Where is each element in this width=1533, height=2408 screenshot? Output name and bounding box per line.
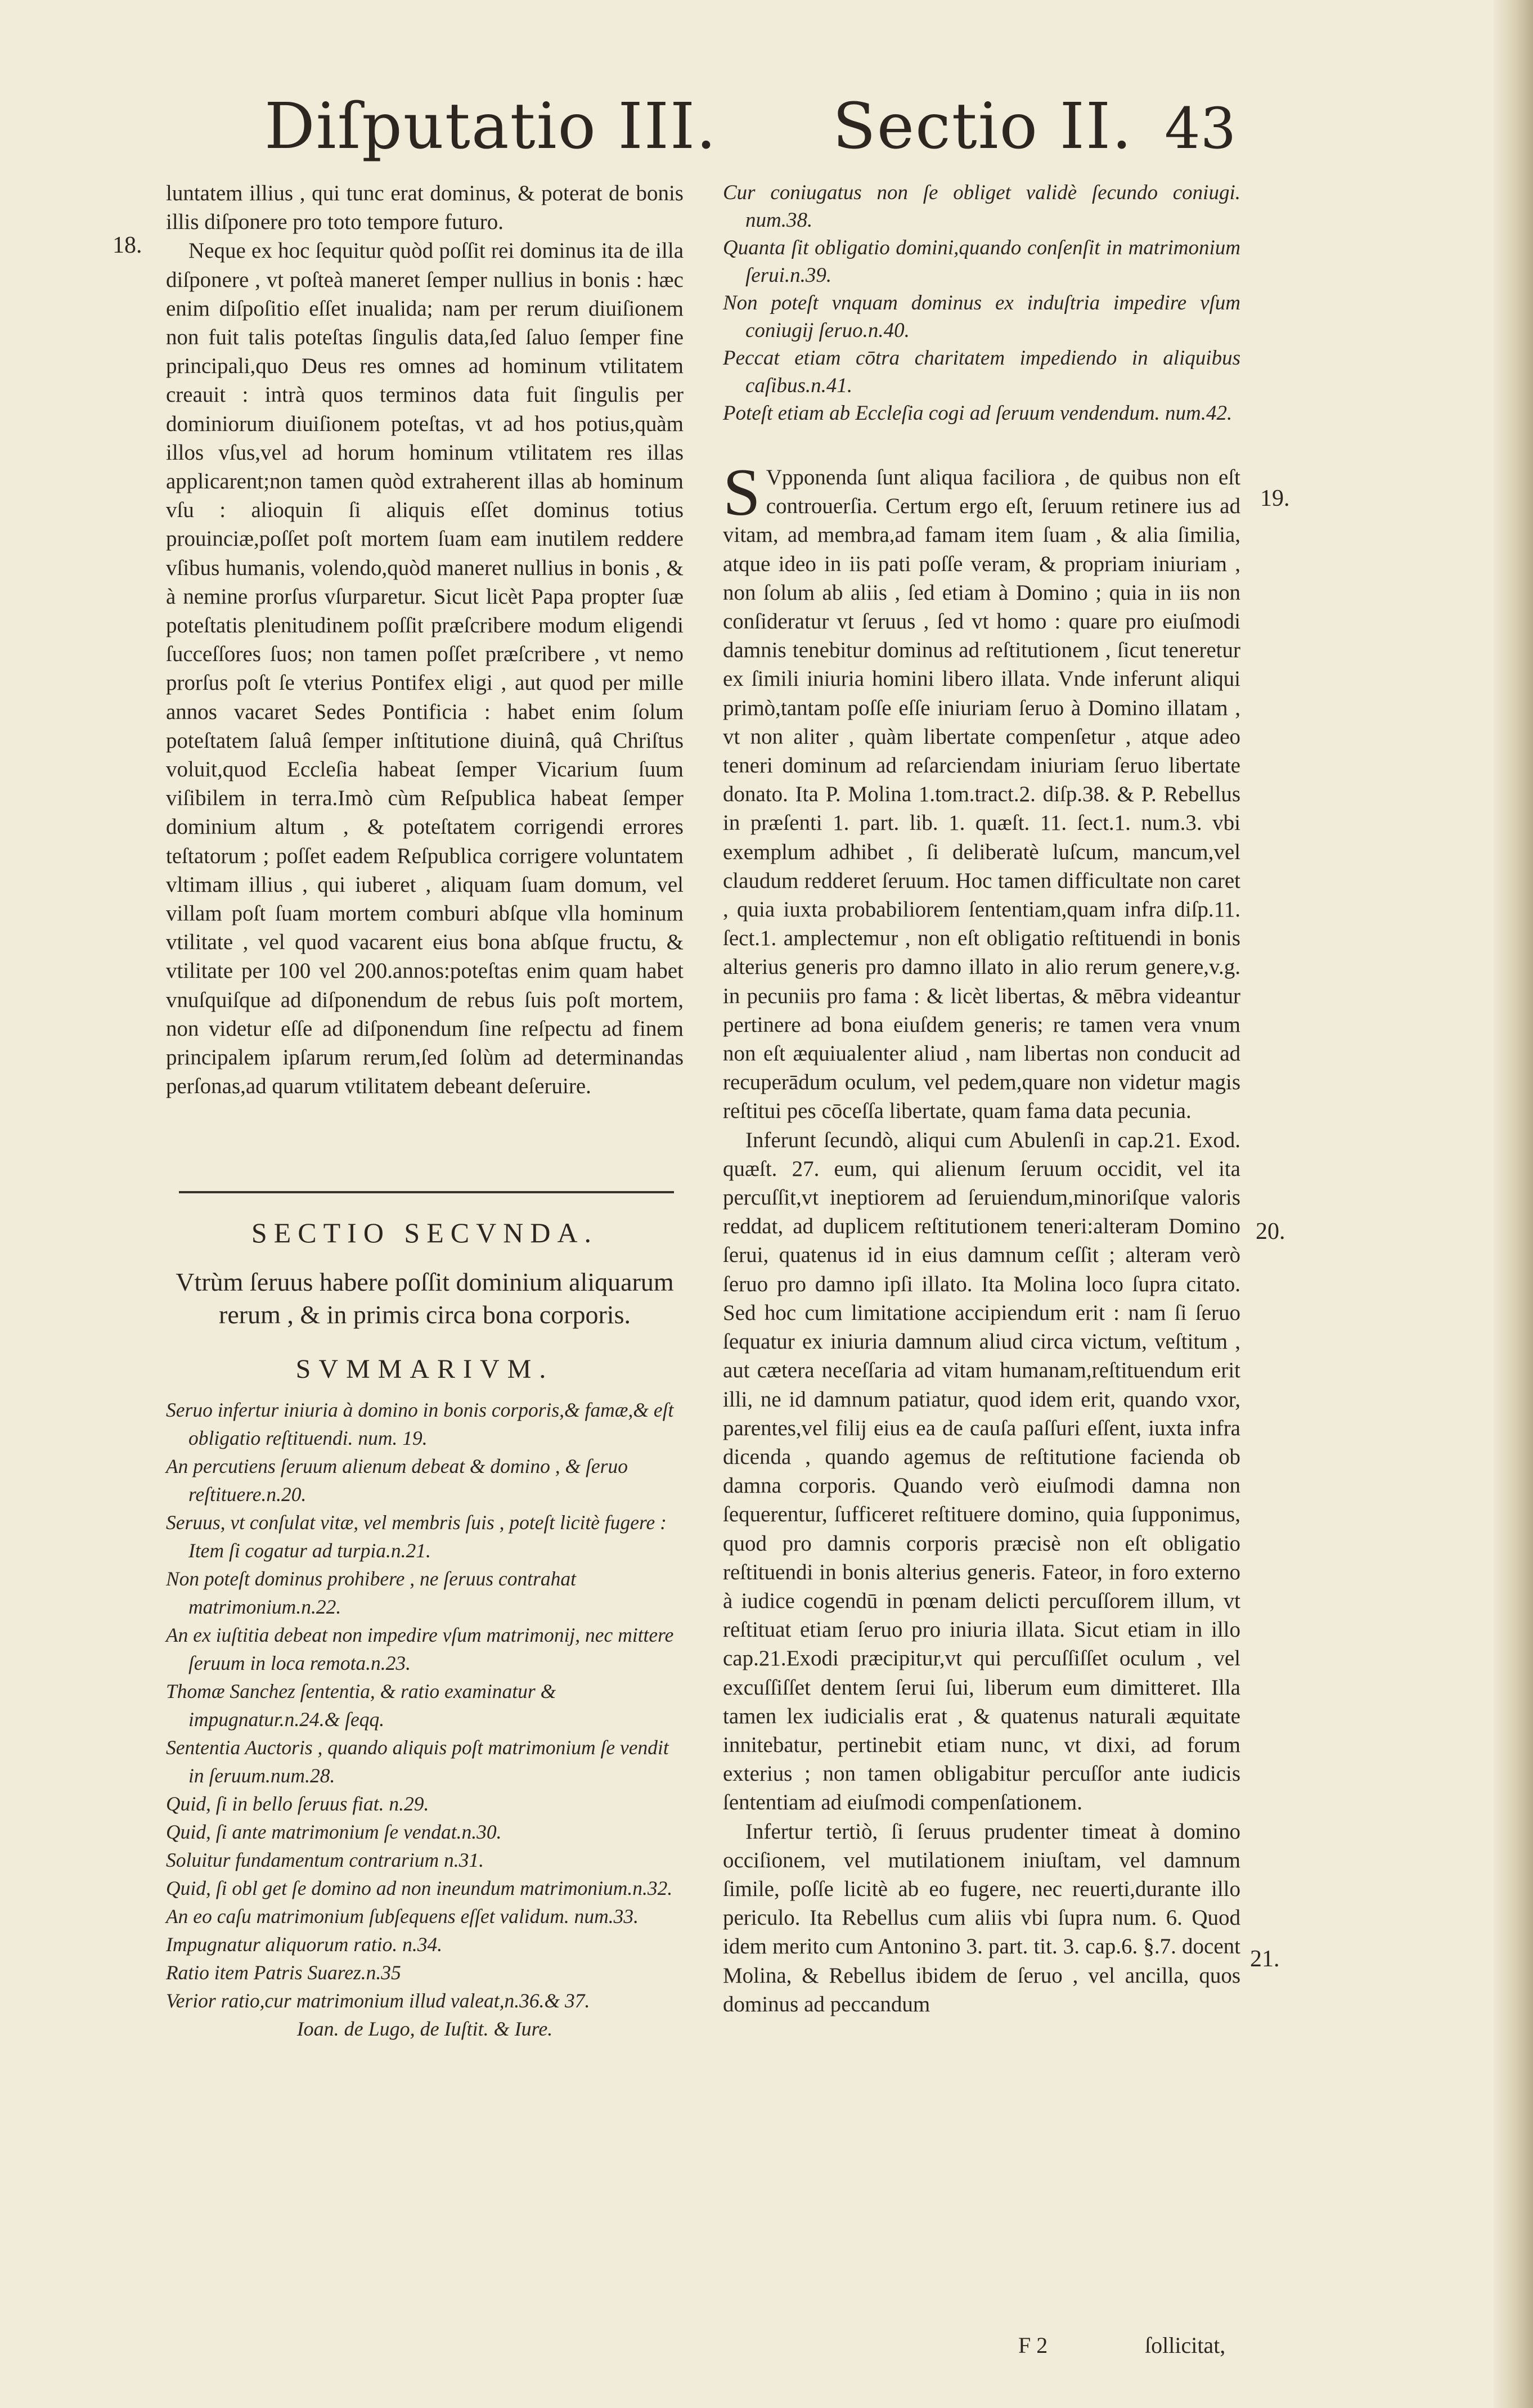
paragraph-19-text: Vpponenda ſunt aliqua faciliora , de quibus non eſt controuerſia. Certum ergo eſt, ſeruum retinere ius ad vitam, ad membra,ad famam item ſuam , & alia ſimilia, atque ideo in iis pati poſſe veram, & propriam iniuriam , non ſolum ab aliis , ſed etiam à Domino ; quia in iis non conſideratur vt ſeruus , ſed vt homo : quare pro eiuſmodi damnis tenebitur dominus ad reſtitutionem , ſicut teneretur ex ſimili iniuria homini libero illata. Vnde inferunt aliqui primò,tantam poſſe eſſe iniuriam ſeruo à Domino illatam , vt non aliter , quàm libertate compenſetur , atque adeo teneri dominum ad reſarciendam iniuriam ſeruo libertate donato. Ita P. Molina 1.tom.tract.2. diſp.38. & P. Rebellus in præſenti 1. part. lib. 1. quæſt. 11. ſect.1. num.3. vbi exemplum adhibet , ſi deliberatè luſcum, mancum,vel claudum redderet ſeruum. Hoc tamen difficultate non caret , quia iuxta probabiliorem ſententiam,quam infra diſp.11. ſect.1. amplectemur , non eſt obligatio reſtituendi in bonis alterius generis pro damno illato in alio rerum genere,v.g. in pecuniis pro fama : & licèt libertas, & mēbra videantur pertinere ad bona eiuſdem generis; re tamen vera vnum non eſt æquiualenter aliud , nam libertas non conducit ad recuperādum oculum, vel pedem,quare non videtur magis reſtitui pes cōceſſa libertate, quam fama data pecunia. (723, 465, 1240, 1124)
summary-item: Quid, ſi obl get ſe domino ad non ineundum matrimonium.n.32. (166, 1877, 673, 1899)
summary-item: Impugnatur aliquorum ratio. n.34. (166, 1933, 443, 1956)
summary-item: Peccat etiam cōtra charitatem impediendo in aliquibus caſibus.n.41. (723, 347, 1240, 397)
right-column (723, 179, 1240, 2019)
summary-item: Seruus, vt conſulat vitæ, vel membris ſuis , poteſt licitè fugere : Item ſi cogatur ad turpia.n.21. (166, 1511, 667, 1562)
summary-item: Soluitur fundamentum contrarium n.31. (166, 1849, 484, 1871)
summary-author-line: Ioan. de Lugo, de Iuſtit. & Iure. (296, 2018, 553, 2040)
summary-gap (723, 427, 1240, 463)
summary-item: Poteſt etiam ab Eccleſia cogi ad ſeruum vendendum. num.42. (723, 402, 1233, 425)
paragraph-21: Infertur tertiò, ſi ſeruus prudenter timeat à domino occiſionem, vel mutilationem iniuſtam, vel damnum ſimile, poſſe licitè ab eo fugere, nec reuerti,durante illo periculo. Ita Rebellus cum aliis vbi ſupra num. 6. Quod idem merito cum Antonino 3. part. tit. 3. cap.6. §.7. docent Molina, & Rebellus ibidem de ſeruo , vel ancilla, quos dominus ad peccandum (723, 1819, 1240, 2016)
margin-number-21: 21. (1250, 1946, 1280, 1972)
paragraph-19 (723, 455, 1240, 1126)
paragraph-18: Neque ex hoc ſequitur quòd poſſit rei dominus ita de illa diſponere , vt poſteà maneret ſemper nullius in bonis : hæc enim diſpoſitio eſſet inualida; nam per rerum diuiſionem non fuit talis poteſtas ſingulis data,ſed ſaluo ſemper fine principali,quo Deus res omnes ad hominum vtilitatem creauit : intrà quos terminos data fuit ſingulis per dominiorum diuiſionem poteſtas, vt ad hos potius,quàm illos vſus,vel ad horum hominum vtilitatem res illas applicarent;non tamen quòd extraherent illas ab hominum vſu : alioquin ſi aliquis eſſet dominus totius prouinciæ,poſſet poſt mortem ſuam eam inutilem reddere vſibus humanis, volendo,quòd maneret nullius in bonis , & à nemine prorſus vſurparetur. Sicut licèt Papa propter ſuæ poteſtatis plenitudinem poſſit præſcribere modum eligendi ſucceſſores ſuos; non tamen poſſet præſcribere , vt nemo prorſus poſt ſe vterius Pontifex eligi , aut quod per mille annos vacaret Sedes Pontificia : habet enim ſolum poteſtatem ſaluâ ſemper inſtitutione diuinâ, quâ Chriſtus voluit,quod Eccleſia habeat ſemper Vicarium ſuum viſibilem in terra.Imò cùm Reſpublica habeat ſemper dominium altum , & poteſtatem corrigendi errores teſtatorum ; poſſet eadem Reſpublica corrigere voluntatem vltimam illius , qui iuberet , aliquam ſuam domum, vel villam poſt ſuam mortem comburi abſque vlla hominum vtilitate , vel quod vacarent eius bona abſque fructu, & vtilitate per 100 vel 200.annos:poteſtas enim quam habet vnuſquiſque ad diſponendum de rebus ſuis poſt mortem, non videtur eſſe ad diſponendum ſine reſpectu ad finem principalem ipſarum rerum,ſed ſolùm ad determinandas perſonas,ad quarum vtilitatem debeant deſeruire. (166, 239, 684, 1099)
summary-item: Thomæ Sanchez ſententia, & ratio examinatur & impugnatur.n.24.& ſeqq. (166, 1680, 556, 1731)
summary-item: Quanta ſit obligatio domini,quando conſenſit in matrimonium ſerui.n.39. (723, 236, 1240, 287)
section-title: SECTIO SECVNDA. (251, 1217, 599, 1248)
summary-item: An ex iuſtitia debeat non impedire vſum matrimonij, nec mittere ſeruum in loca remota.n.23. (166, 1624, 674, 1674)
margin-number-18: 18. (113, 232, 142, 258)
summary-item: Cur coniugatus non ſe obliget validè ſecundo coniugi. num.38. (723, 181, 1240, 232)
page-edge-shadow (1494, 0, 1533, 2408)
running-header (0, 90, 1496, 174)
margin-number-20: 20. (1256, 1219, 1285, 1245)
section-header-block (166, 1210, 684, 2043)
summary-item: Sententia Auctoris , quando aliquis poſt matrimonium ſe vendit in ſeruum.num.28. (166, 1736, 669, 1787)
summary-item: An eo caſu matrimonium ſubſequens eſſet validum. num.33. (166, 1905, 639, 1928)
summary-heading: SVMMARIVM. (295, 1354, 554, 1384)
summary-item: Quid, ſi ante matrimonium ſe vendat.n.30. (166, 1821, 502, 1843)
catchword: ſollicitat, (1145, 2333, 1226, 2358)
summary-item: An percutiens ſeruum alienum debeat & domino , & ſeruo reſtituere.n.20. (166, 1455, 628, 1506)
paragraph-continuation: luntatem illius , qui tunc erat dominus, & poterat de bonis illis diſponere pro toto tempore futuro. (166, 181, 684, 235)
header-sectio: Sectio II. (833, 90, 1133, 163)
summary-list (166, 1396, 684, 2015)
summary-item: Ratio item Patris Suarez.n.35 (166, 1961, 401, 1984)
section-subtitle: Vtrùm ſeruus habere poſſit dominium aliquarum rerum , & in primis circa bona corporis. (176, 1268, 674, 1329)
paragraph-20: Inferunt ſecundò, aliqui cum Abulenſi in cap.21. Exod. quæſt. 27. eum, qui alienum ſeruum occidit, vel ita percuſſit,vt ineptiorem ad ſeruiendum,minoriſque valoris reddat, ad duplicem reſtitutionem teneri:alteram Domino ſerui, quatenus id in eius damnum ceſſit ; alteram verò ſeruo pro damno ipſi illato. Ita Molina loco ſupra citato. Sed hoc cum limitatione accipiendum erit : nam ſi ſeruo ſequatur ex iniuria damnum aliud circa victum, veſtitum , aut cætera neceſſaria ad vitam humanam,reſtituendum erit illi, ne id damnum patiatur, quod idem erit, quando vxor, parentes,vel filij eius ea de cauſa paſſuri eſſent, iuxta infra dicenda , quando agemus de reſtitutione facienda ob damna corporis. Quando verò eiuſmodi damna non ſequerentur, ſufficeret reſtituere domino, quia ſupponimus, quod pro damnis corporis præcisè non eſt obligatio reſtituendi in bonis alterius generis. Fateor, in foro externo à iudice cogendū in pœnam delicti percuſſorem illum, vt reſtituat etiam ſeruo pro iniuria illata. Sicut etiam in illo cap.21.Exodi præcipitur,vt qui percuſſiſſet oculum , vel excuſſiſſet dentem ſerui ſui, liberum eum dimitteret. Illa tamen lex iudicialis erat , & quatenus naturali æquitate innitebatur, pertinebit etiam nunc, vt dixi, ad forum exterius ; non tamen obligabitur percuſſor ante iudicis ſententiam ad eiuſmodi compenſationem. (723, 1127, 1240, 1815)
drop-cap: S (723, 455, 761, 529)
summary-continuation (723, 179, 1240, 427)
summary-item: Non poteſt vnquam dominus ex induſtria impedire vſum coniugij ſeruo.n.40. (723, 291, 1240, 342)
summary-item: Non poteſt dominus prohibere , ne ſeruus contrahat matrimonium.n.22. (166, 1567, 577, 1618)
summary-item: Seruo infertur iniuria à domino in bonis corporis,& famæ,& eſt obligatio reſtituendi. num. 19. (166, 1399, 674, 1449)
summary-item: Quid, ſi in bello ſeruus fiat. n.29. (166, 1792, 429, 1815)
summary-item: Verior ratio,cur matrimonium illud valeat,n.36.& 37. (166, 1989, 590, 2012)
left-column (166, 179, 684, 1101)
margin-number-19: 19. (1260, 486, 1290, 511)
section-divider-rule (179, 1191, 674, 1193)
header-disputatio: Diſputatio III. (264, 90, 717, 163)
signature-mark: F 2 (1018, 2333, 1048, 2358)
page-number: 43 (1165, 96, 1237, 161)
